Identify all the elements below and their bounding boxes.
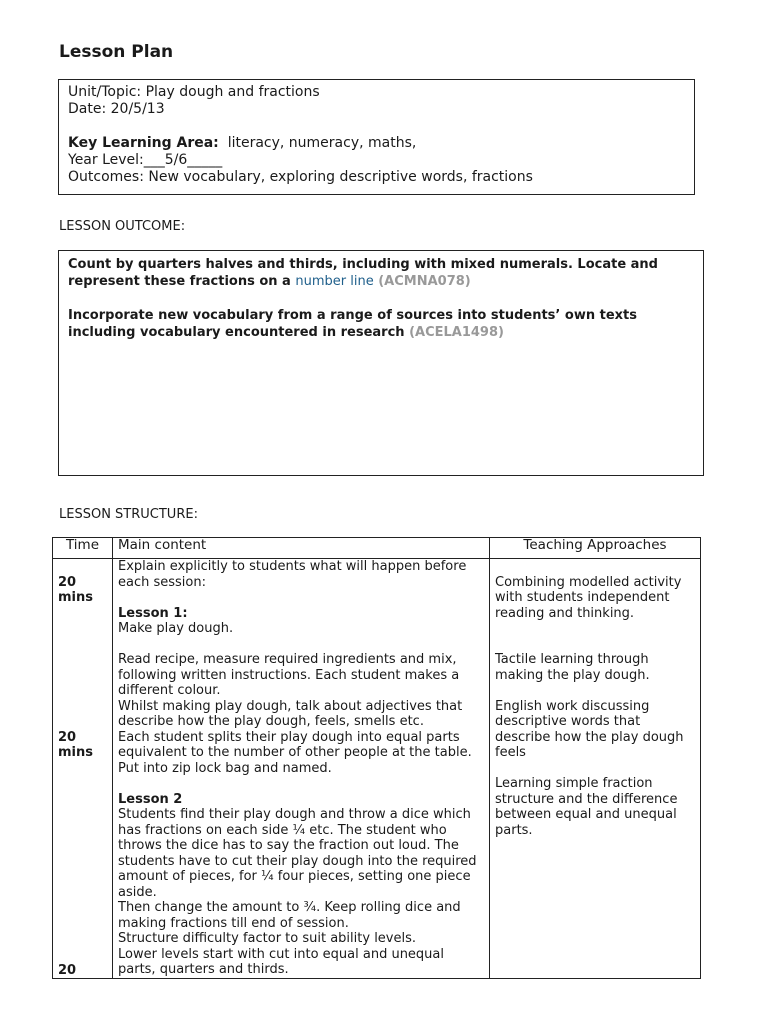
kla-label: Key Learning Area: — [68, 135, 219, 151]
teaching-approaches-cell — [490, 559, 701, 979]
curriculum-code-acela1498: (ACELA1498) — [409, 325, 504, 340]
lesson-outcome-box — [58, 250, 704, 476]
time-3: 20 — [58, 962, 77, 978]
curriculum-code-acmna078: (ACMNA078) — [378, 274, 471, 289]
table-row — [53, 559, 701, 979]
unit-topic: Unit/Topic: Play dough and fractions — [68, 84, 320, 100]
outcome-literacy-text: Incorporate new vocabulary from a range of sources into students’ own texts including vocabulary encountered in research — [68, 308, 637, 340]
teaching-4: Learning simple fraction structure and the difference between equal and unequal parts. — [495, 776, 678, 838]
teaching-2: Tactile learning through making the play dough. — [495, 652, 650, 683]
lesson-outcome-heading: LESSON OUTCOME: — [59, 219, 186, 234]
time-1: 20 mins — [58, 574, 93, 605]
lesson-date: Date: 20/5/13 — [68, 101, 165, 117]
outcome-numeracy — [68, 256, 694, 290]
number-line-link[interactable]: number line — [295, 274, 374, 289]
col-time: Time — [53, 538, 113, 559]
lesson1-para: Read recipe, measure required ingredients and mix, following written instructions. Each student makes a different colour. — [118, 652, 460, 698]
key-learning-area — [68, 135, 685, 152]
lesson1-para3: Each student splits their play dough into equal parts equivalent to the number of other people at the table. Put into zip lock bag and named. — [118, 729, 472, 776]
year-level: Year Level:___5/6_____ — [68, 152, 223, 168]
outcome-literacy — [68, 307, 694, 341]
lesson2-para: Students find their play dough and throw a dice which has fractions on each side ¼ etc. The student who throws the dice has to say the fraction out loud. The students have to cut their play dough into the required amount of pieces, for ¼ four pieces, setting one piece aside. — [118, 807, 477, 900]
lesson2-heading: Lesson 2 — [118, 791, 183, 807]
col-main-content: Main content — [113, 538, 490, 559]
lesson2-para4: Lower levels start with cut into equal and unequal parts, quarters and thirds. — [118, 946, 445, 977]
lesson-structure-table — [52, 537, 701, 979]
main-content-cell — [113, 559, 490, 979]
table-header-row — [53, 538, 701, 559]
lesson1-para2: Whilst making play dough, talk about adjectives that describe how the play dough, feels, smells etc. — [118, 698, 463, 729]
teaching-1: Combining modelled activity with students independent reading and thinking. — [495, 574, 682, 621]
teaching-3: English work discussing descriptive words that describe how the play dough feels — [495, 698, 684, 760]
lesson2-para3: Structure difficulty factor to suit ability levels. — [118, 931, 417, 946]
outcome-numeracy-text: Count by quarters halves and thirds, including with mixed numerals. Locate and represent these fractions on a — [68, 257, 658, 289]
outcomes: Outcomes: New vocabulary, exploring descriptive words, fractions — [68, 169, 533, 185]
page-title: Lesson Plan — [59, 42, 174, 62]
col-teaching-approaches: Teaching Approaches — [490, 538, 701, 559]
intro-text: Explain explicitly to students what will happen before each session: — [118, 559, 467, 590]
lesson-structure-heading: LESSON STRUCTURE: — [59, 507, 198, 522]
kla-value: literacy, numeracy, maths, — [227, 135, 417, 151]
lesson2-para2: Then change the amount to ¾. Keep rolling dice and making fractions till end of session. — [118, 900, 461, 931]
time-2: 20 mins — [58, 729, 93, 760]
lesson1-heading: Lesson 1: — [118, 605, 188, 621]
lesson-info-box — [58, 79, 695, 195]
lesson1-line: Make play dough. — [118, 621, 234, 636]
time-cell — [53, 559, 113, 979]
